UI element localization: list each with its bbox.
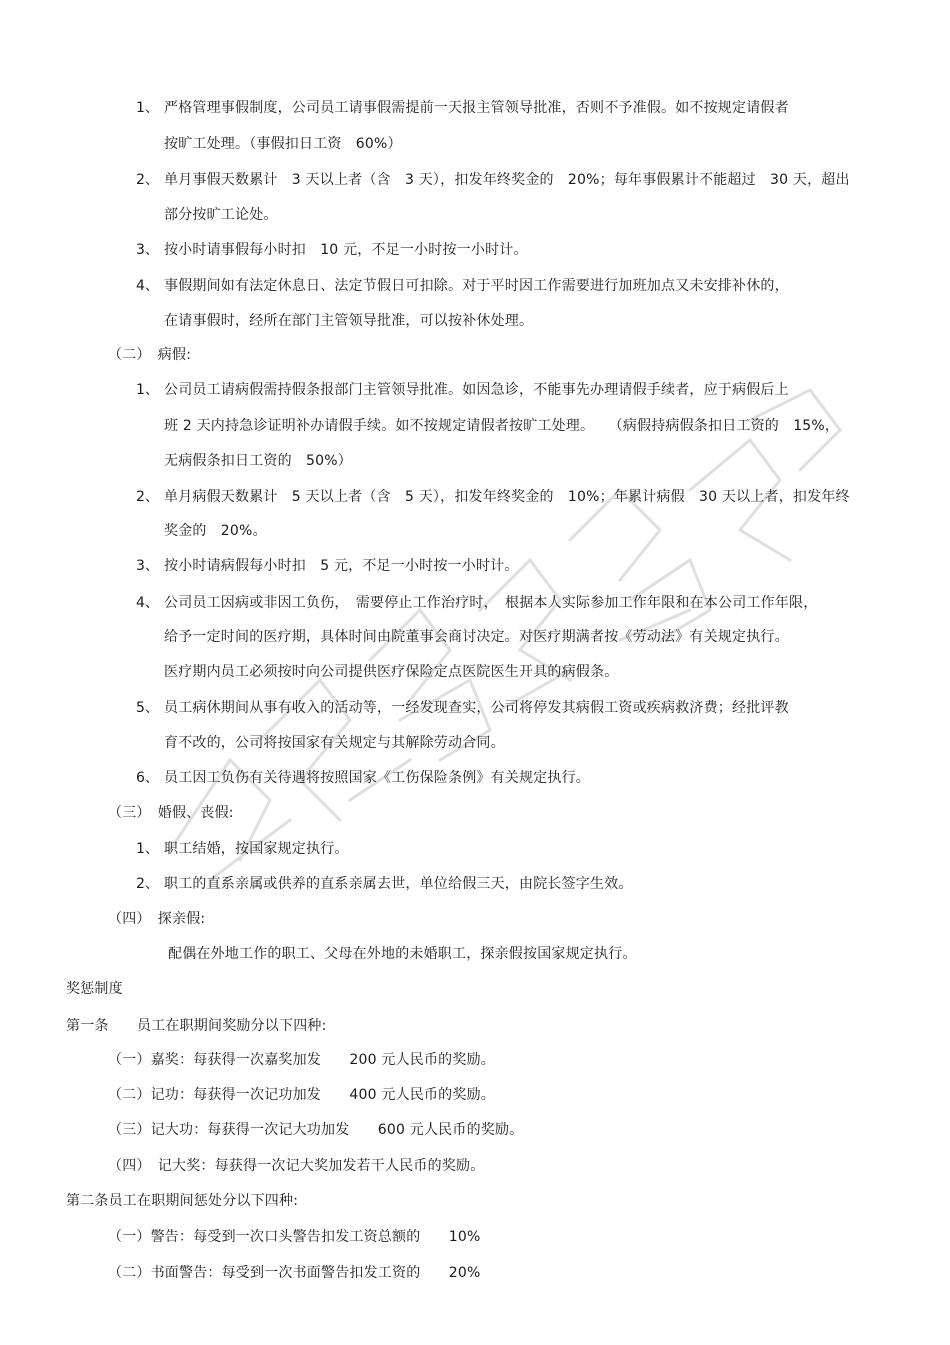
paragraph-line: 职工结婚，按国家规定执行。	[164, 841, 349, 857]
item-number: 3、	[136, 558, 159, 574]
paragraph-line: 事假期间如有法定休息日、法定节假日可扣除。对于平时因工作需要进行加班加点又未安排补休的，	[164, 278, 789, 294]
item-number: 4、	[136, 595, 159, 611]
paragraph-line: 员工因工负伤有关待遇将按照国家《工伤保险条例》有关规定执行。	[164, 770, 590, 786]
item-number: 2、	[136, 876, 159, 892]
punishment-line: （二）书面警告：每受到一次书面警告扣发工资的 20%	[108, 1265, 481, 1281]
item-number: 1、	[136, 382, 159, 398]
paragraph-line: 单月病假天数累计 5 天以上者（含 5 天），扣发年终奖金的 10%；年累计病假 30 天以上者，扣发年终	[164, 489, 850, 505]
paragraph-line: 奖金的 20%。	[164, 523, 267, 539]
article-heading: 第二条员工在职期间惩处分以下四种:	[66, 1193, 299, 1209]
paragraph-line: 配偶在外地工作的职工、父母在外地的未婚职工，探亲假按国家规定执行。	[168, 946, 637, 962]
paragraph-line: 班 2 天内持急诊证明补办请假手续。如不按规定请假者按旷工处理。 （病假持病假条扣日工资的 15%，	[164, 418, 840, 434]
item-number: 1、	[136, 100, 159, 116]
paragraph-line: 按小时请事假每小时扣 10 元，不足一小时按一小时计。	[164, 242, 528, 258]
reward-line: （一）嘉奖：每获得一次嘉奖加发 200 元人民币的奖励。	[108, 1052, 495, 1068]
paragraph-line: 按小时请病假每小时扣 5 元，不足一小时按一小时计。	[164, 558, 519, 574]
paragraph-line: 严格管理事假制度，公司员工请事假需提前一天报主管领导批准，否则不予准假。如不按规定请假者	[164, 100, 789, 116]
item-number: 3、	[136, 242, 159, 258]
item-number: 4、	[136, 278, 159, 294]
section-heading: （二） 病假:	[108, 347, 192, 363]
paragraph-line: 公司员工请病假需持假条报部门主管领导批准。如因急诊，不能事先办理请假手续者，应于病假后上	[164, 382, 789, 398]
article-heading: 第一条 员工在职期间奖励分以下四种:	[66, 1018, 327, 1034]
item-number: 1、	[136, 841, 159, 857]
reward-line: （三）记大功：每获得一次记大功加发 600 元人民币的奖励。	[108, 1122, 524, 1138]
item-number: 6、	[136, 770, 159, 786]
paragraph-line: 在请事假时，经所在部门主管领导批准，可以按补休处理。	[164, 313, 534, 329]
paragraph-line: 职工的直系亲属或供养的直系亲属去世，单位给假三天，由院长签字生效。	[164, 876, 633, 892]
paragraph-line: 部分按旷工论处。	[164, 207, 278, 223]
paragraph-line: 单月事假天数累计 3 天以上者（含 3 天），扣发年终奖金的 20%；每年事假累计不能超过 30 天，超出	[164, 172, 850, 188]
paragraph-line: 给予一定时间的医疗期，具体时间由院董事会商讨决定。对医疗期满者按《劳动法》有关规定执行。	[164, 629, 789, 645]
reward-line: （四） 记大奖：每获得一次记大奖加发若干人民币的奖励。	[108, 1158, 485, 1174]
item-number: 5、	[136, 700, 159, 716]
paragraph-line: 公司员工因病或非因工负伤， 需要停止工作治疗时， 根据本人实际参加工作年限和在本公司工作年限，	[164, 595, 818, 611]
paragraph-line: 按旷工处理。（事假扣日工资 60%）	[164, 136, 402, 152]
item-number: 2、	[136, 489, 159, 505]
paragraph-line: 员工病休期间从事有收入的活动等，一经发现查实，公司将停发其病假工资或疾病救济费；经批评教	[164, 700, 789, 716]
section-heading: （四） 探亲假:	[108, 911, 206, 927]
chapter-title: 奖惩制度	[66, 981, 123, 997]
item-number: 2、	[136, 172, 159, 188]
paragraph-line: 育不改的，公司将按国家有关规定与其解除劳动合同。	[164, 735, 505, 751]
paragraph-line: 无病假条扣日工资的 50%）	[164, 453, 352, 469]
punishment-line: （一）警告：每受到一次口头警告扣发工资总额的 10%	[108, 1229, 481, 1245]
paragraph-line: 医疗期内员工必须按时向公司提供医疗保险定点医院医生开具的病假条。	[164, 664, 619, 680]
reward-line: （二）记功：每获得一次记功加发 400 元人民币的奖励。	[108, 1087, 495, 1103]
section-heading: （三） 婚假、丧假:	[108, 805, 234, 821]
